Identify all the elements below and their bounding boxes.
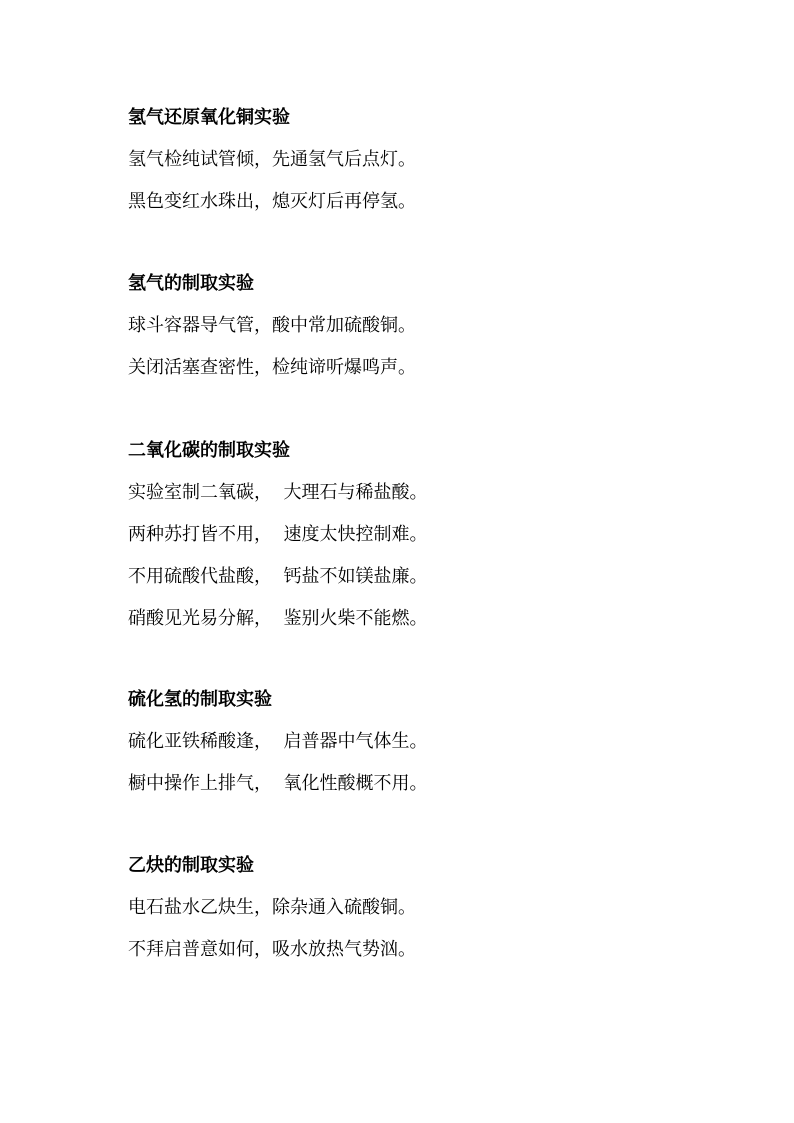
section-carbon-dioxide-preparation [128, 430, 728, 640]
verse-line: 不拜启普意如何，吸水放热气势汹。 [128, 939, 416, 960]
verse-line: 关闭活塞查密性，检纯谛听爆鸣声。 [128, 357, 416, 378]
section-heading: 氢气的制取实验 [128, 273, 254, 294]
section-heading: 硫化氢的制取实验 [128, 689, 272, 710]
verse-line: 不用硫酸代盐酸， 钙盐不如镁盐廉。 [128, 566, 428, 587]
verse-line: 电石盐水乙炔生，除杂通入硫酸铜。 [128, 897, 416, 918]
section-heading: 乙炔的制取实验 [128, 855, 254, 876]
verse-line: 黑色变红水珠出，熄灭灯后再停氢。 [128, 191, 416, 212]
section-acetylene-preparation [128, 845, 728, 971]
section-hydrogen-sulfide-preparation [128, 679, 728, 805]
verse-line: 硫化亚铁稀酸逢， 启普器中气体生。 [128, 731, 428, 752]
section-hydrogen-preparation [128, 263, 728, 389]
verse-line: 氢气检纯试管倾，先通氢气后点灯。 [128, 149, 416, 170]
section-heading: 二氧化碳的制取实验 [128, 440, 290, 461]
verse-line: 橱中操作上排气， 氧化性酸概不用。 [128, 773, 428, 794]
verse-line: 球斗容器导气管，酸中常加硫酸铜。 [128, 315, 416, 336]
section-hydrogen-reduces-copper-oxide [128, 97, 728, 223]
verse-line: 实验室制二氧碳， 大理石与稀盐酸。 [128, 482, 428, 503]
verse-line: 硝酸见光易分解， 鉴别火柴不能燃。 [128, 608, 428, 629]
verse-line: 两种苏打皆不用， 速度太快控制难。 [128, 524, 428, 545]
section-heading: 氢气还原氧化铜实验 [128, 107, 290, 128]
